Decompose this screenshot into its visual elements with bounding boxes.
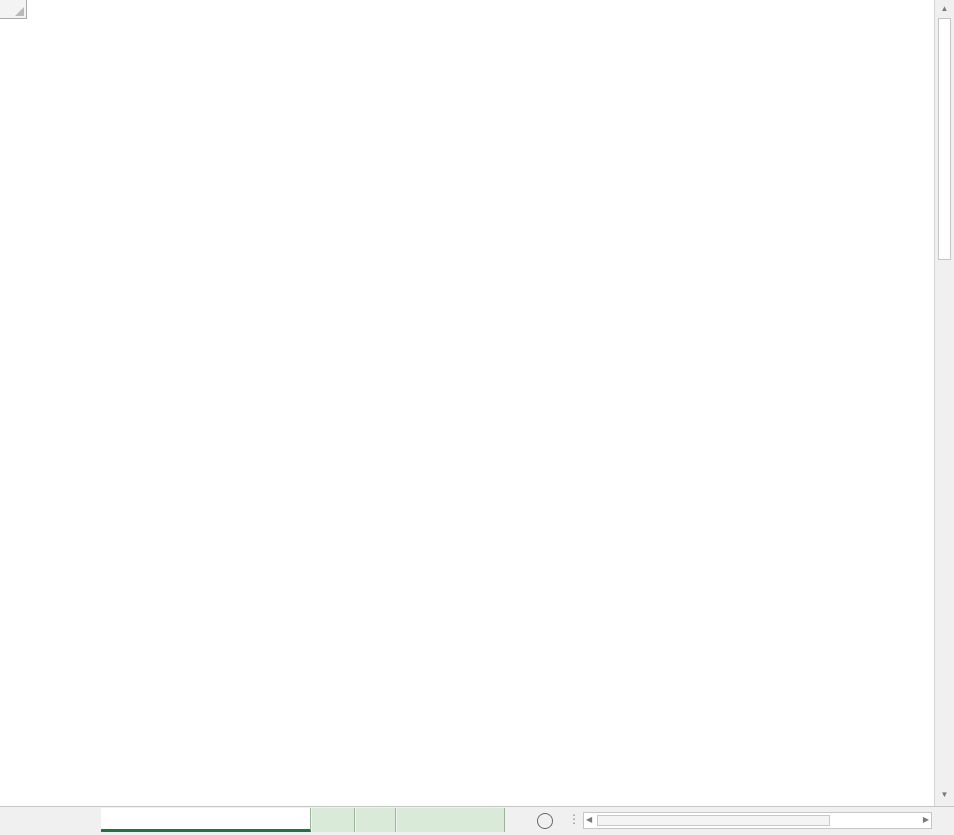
scroll-left-icon[interactable]: ◀	[586, 815, 593, 824]
vertical-scroll-thumb[interactable]	[938, 18, 951, 260]
scroll-down-icon[interactable]: ▼	[940, 790, 949, 799]
horizontal-scrollbar[interactable]	[583, 812, 932, 829]
horizontal-scroll-thumb[interactable]	[597, 815, 830, 826]
scroll-up-icon[interactable]: ▲	[940, 4, 949, 13]
tab-er[interactable]	[356, 808, 396, 832]
add-sheet-button[interactable]	[537, 813, 553, 829]
tab-splitter-icon[interactable]: ⋮	[568, 812, 580, 826]
vertical-scrollbar[interactable]	[934, 0, 954, 806]
sheet-tab-bar	[0, 806, 954, 835]
tab-impresion-plan-de-cuentas[interactable]	[101, 808, 311, 832]
scroll-right-icon[interactable]: ▶	[922, 815, 929, 824]
select-all-corner[interactable]	[0, 0, 27, 19]
tab-esf-variacion[interactable]	[397, 808, 505, 832]
tab-esf[interactable]	[312, 808, 355, 832]
